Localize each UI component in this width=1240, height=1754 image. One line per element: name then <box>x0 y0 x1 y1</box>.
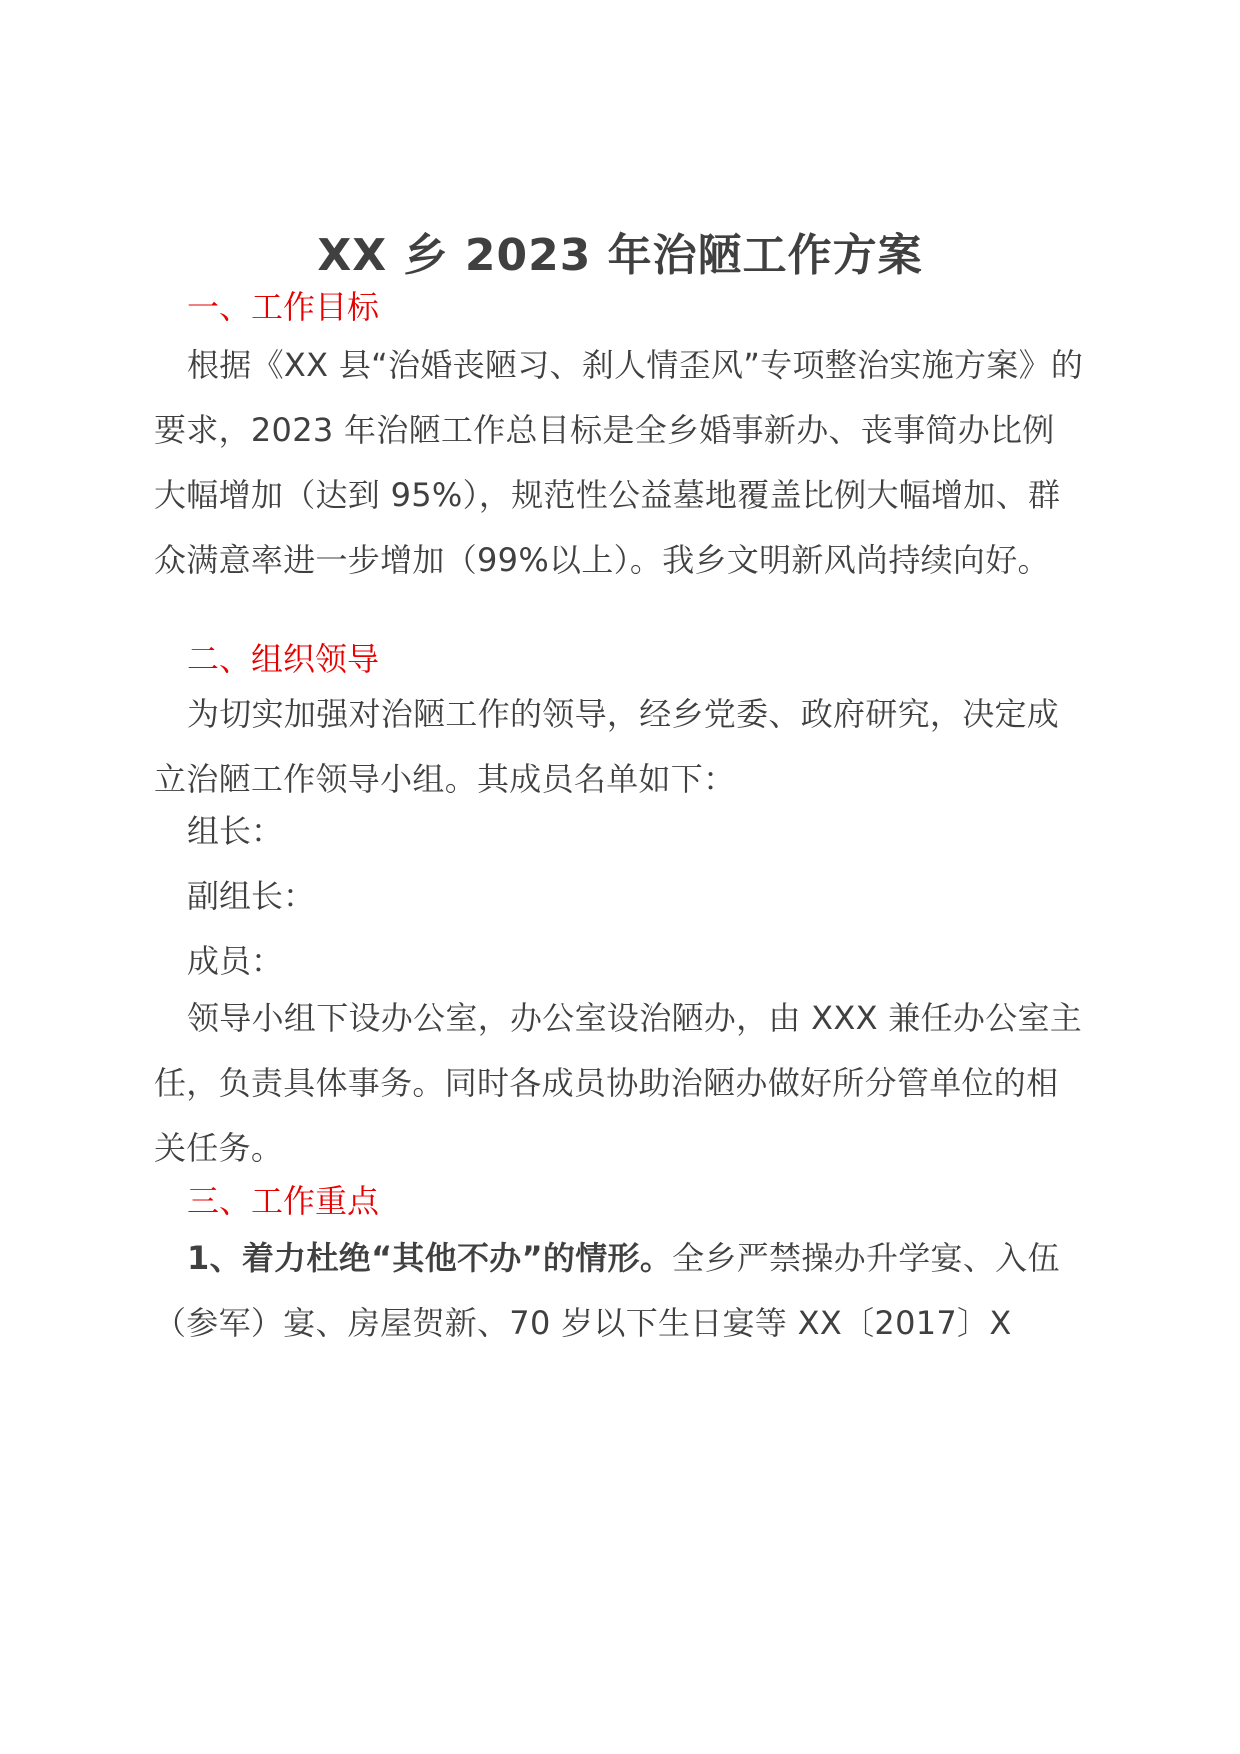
focus-item-1-lead: 1、着力杜绝“其他不办”的情形。 <box>187 1239 673 1277</box>
deputy-leader-line: 副组长： <box>187 877 316 915</box>
leader-line: 组长： <box>187 812 284 850</box>
focus-item-1 <box>154 1226 1084 1356</box>
goals-paragraph: 根据《XX 县“治婚丧陋习、刹人情歪风”专项整治实施方案》的要求，2023 年治陋工作总目标是全乡婚事新办、丧事简办比例大幅增加（达到 95%），规范性公益墓地覆盖比例大幅增加、群众满意率进一步增加（99%以上）。我乡文明新风尚持续向好。 <box>154 346 1084 579</box>
office-paragraph: 领导小组下设办公室，办公室设治陋办，由 XXX 兼任办公室主任，负责具体事务。同时各成员协助治陋办做好所分管单位的相关任务。 <box>154 999 1083 1167</box>
focus-item-1-text: 全乡严禁操办升学宴、入伍（参军）宴、房屋贺新、70 岁以下生日宴等 XX〔2017〕X <box>154 1239 1060 1342</box>
members-line: 成员： <box>187 942 284 980</box>
section-heading-focus: 三、工作重点 <box>187 1182 380 1220</box>
section-heading-goals: 一、工作目标 <box>187 288 380 326</box>
organization-paragraph: 为切实加强对治陋工作的领导，经乡党委、政府研究，决定成立治陋工作领导小组。其成员名单如下： <box>154 695 1060 798</box>
document-title: XX 乡 2023 年治陋工作方案 <box>317 230 923 281</box>
section-heading-organization: 二、组织领导 <box>187 640 380 678</box>
